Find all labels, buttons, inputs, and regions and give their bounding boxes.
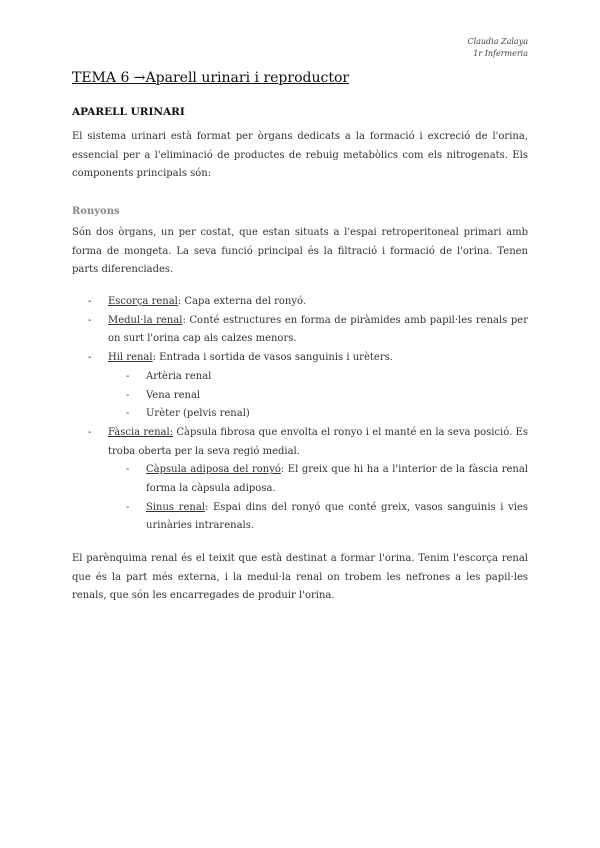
term-capsula: Càpsula adiposa del ronyó: [146, 464, 281, 476]
term-fascia: Fàscia renal:: [108, 426, 174, 438]
list-item: [86, 349, 528, 424]
page-header: [467, 36, 528, 60]
term-hil: Hil renal: [108, 352, 153, 364]
kidney-parts-list: [86, 293, 528, 536]
desc-medulla: : Conté estructures en forma de piràmides amb papil·les renals per on surt l'orina cap als calzes menors.: [108, 314, 529, 345]
desc-fascia: Càpsula fibrosa que envolta el ronyo i el manté en la seva posició. Es troba oberta per la seva regió medial.: [108, 426, 528, 457]
header-author: Claudia Zalaya: [467, 37, 528, 46]
sublist-item: [126, 499, 528, 536]
list-item: [86, 293, 528, 312]
list-item: [86, 312, 528, 349]
desc-hil: : Entrada i sortida de vasos sanguinis i urèters.: [152, 352, 393, 364]
sublist-item: [126, 405, 528, 424]
sublist-item: [126, 368, 528, 387]
document-title: TEMA 6 →Aparell urinari i reproductor: [72, 70, 350, 86]
desc-capsula: : El greix que hi ha a l'interior de la fàscia renal forma la càpsula adiposa.: [146, 464, 528, 495]
desc-sinus: : Espai dins del ronyó que conté greix, vasos sanguinis i vies urinàries intrarenals.: [146, 501, 528, 532]
sublist-item: [126, 461, 528, 498]
sublist-item: [126, 387, 528, 406]
term-medulla: Medul·la renal: [108, 314, 183, 326]
term-sinus: Sinus renal: [146, 501, 205, 513]
header-course: 1r Infermeria: [473, 49, 528, 58]
fascia-sublist: [108, 461, 528, 536]
sub-arteria: Artèria renal: [146, 370, 212, 382]
term-escorca: Escorça renal: [108, 296, 178, 307]
intro-paragraph: El sistema urinari està format per òrgans dedicats a la formació i excreció de l'orina, essencial per a l'eliminació de productes de rebuig metabòlics com els nitrogenats. Els components principals són:: [72, 131, 528, 180]
ronyons-paragraph: Són dos òrgans, un per costat, que estan situats a l'espai retroperitoneal primari amb forma de mongeta. La seva funció principal és la filtració i formació de l'orina. Tenen parts diferenciades.: [72, 227, 528, 276]
section-title: APARELL URINARI: [72, 106, 185, 118]
list-item: [86, 424, 528, 536]
hil-sublist: [108, 368, 528, 424]
ronyons-heading: Ronyons: [72, 206, 120, 217]
closing-paragraph: El parènquima renal és el teixit que està destinat a formar l'orina. Tenim l'escorça renal que és la part més externa, i la medul·la renal on trobem les nefrones a les papil·les renals, que són les encarregades de produir l'orina.: [72, 553, 528, 602]
desc-escorca: : Capa externa del ronyó.: [177, 296, 307, 307]
sub-vena: Vena renal: [146, 389, 201, 401]
sub-ureter: Urèter (pelvis renal): [146, 408, 250, 420]
